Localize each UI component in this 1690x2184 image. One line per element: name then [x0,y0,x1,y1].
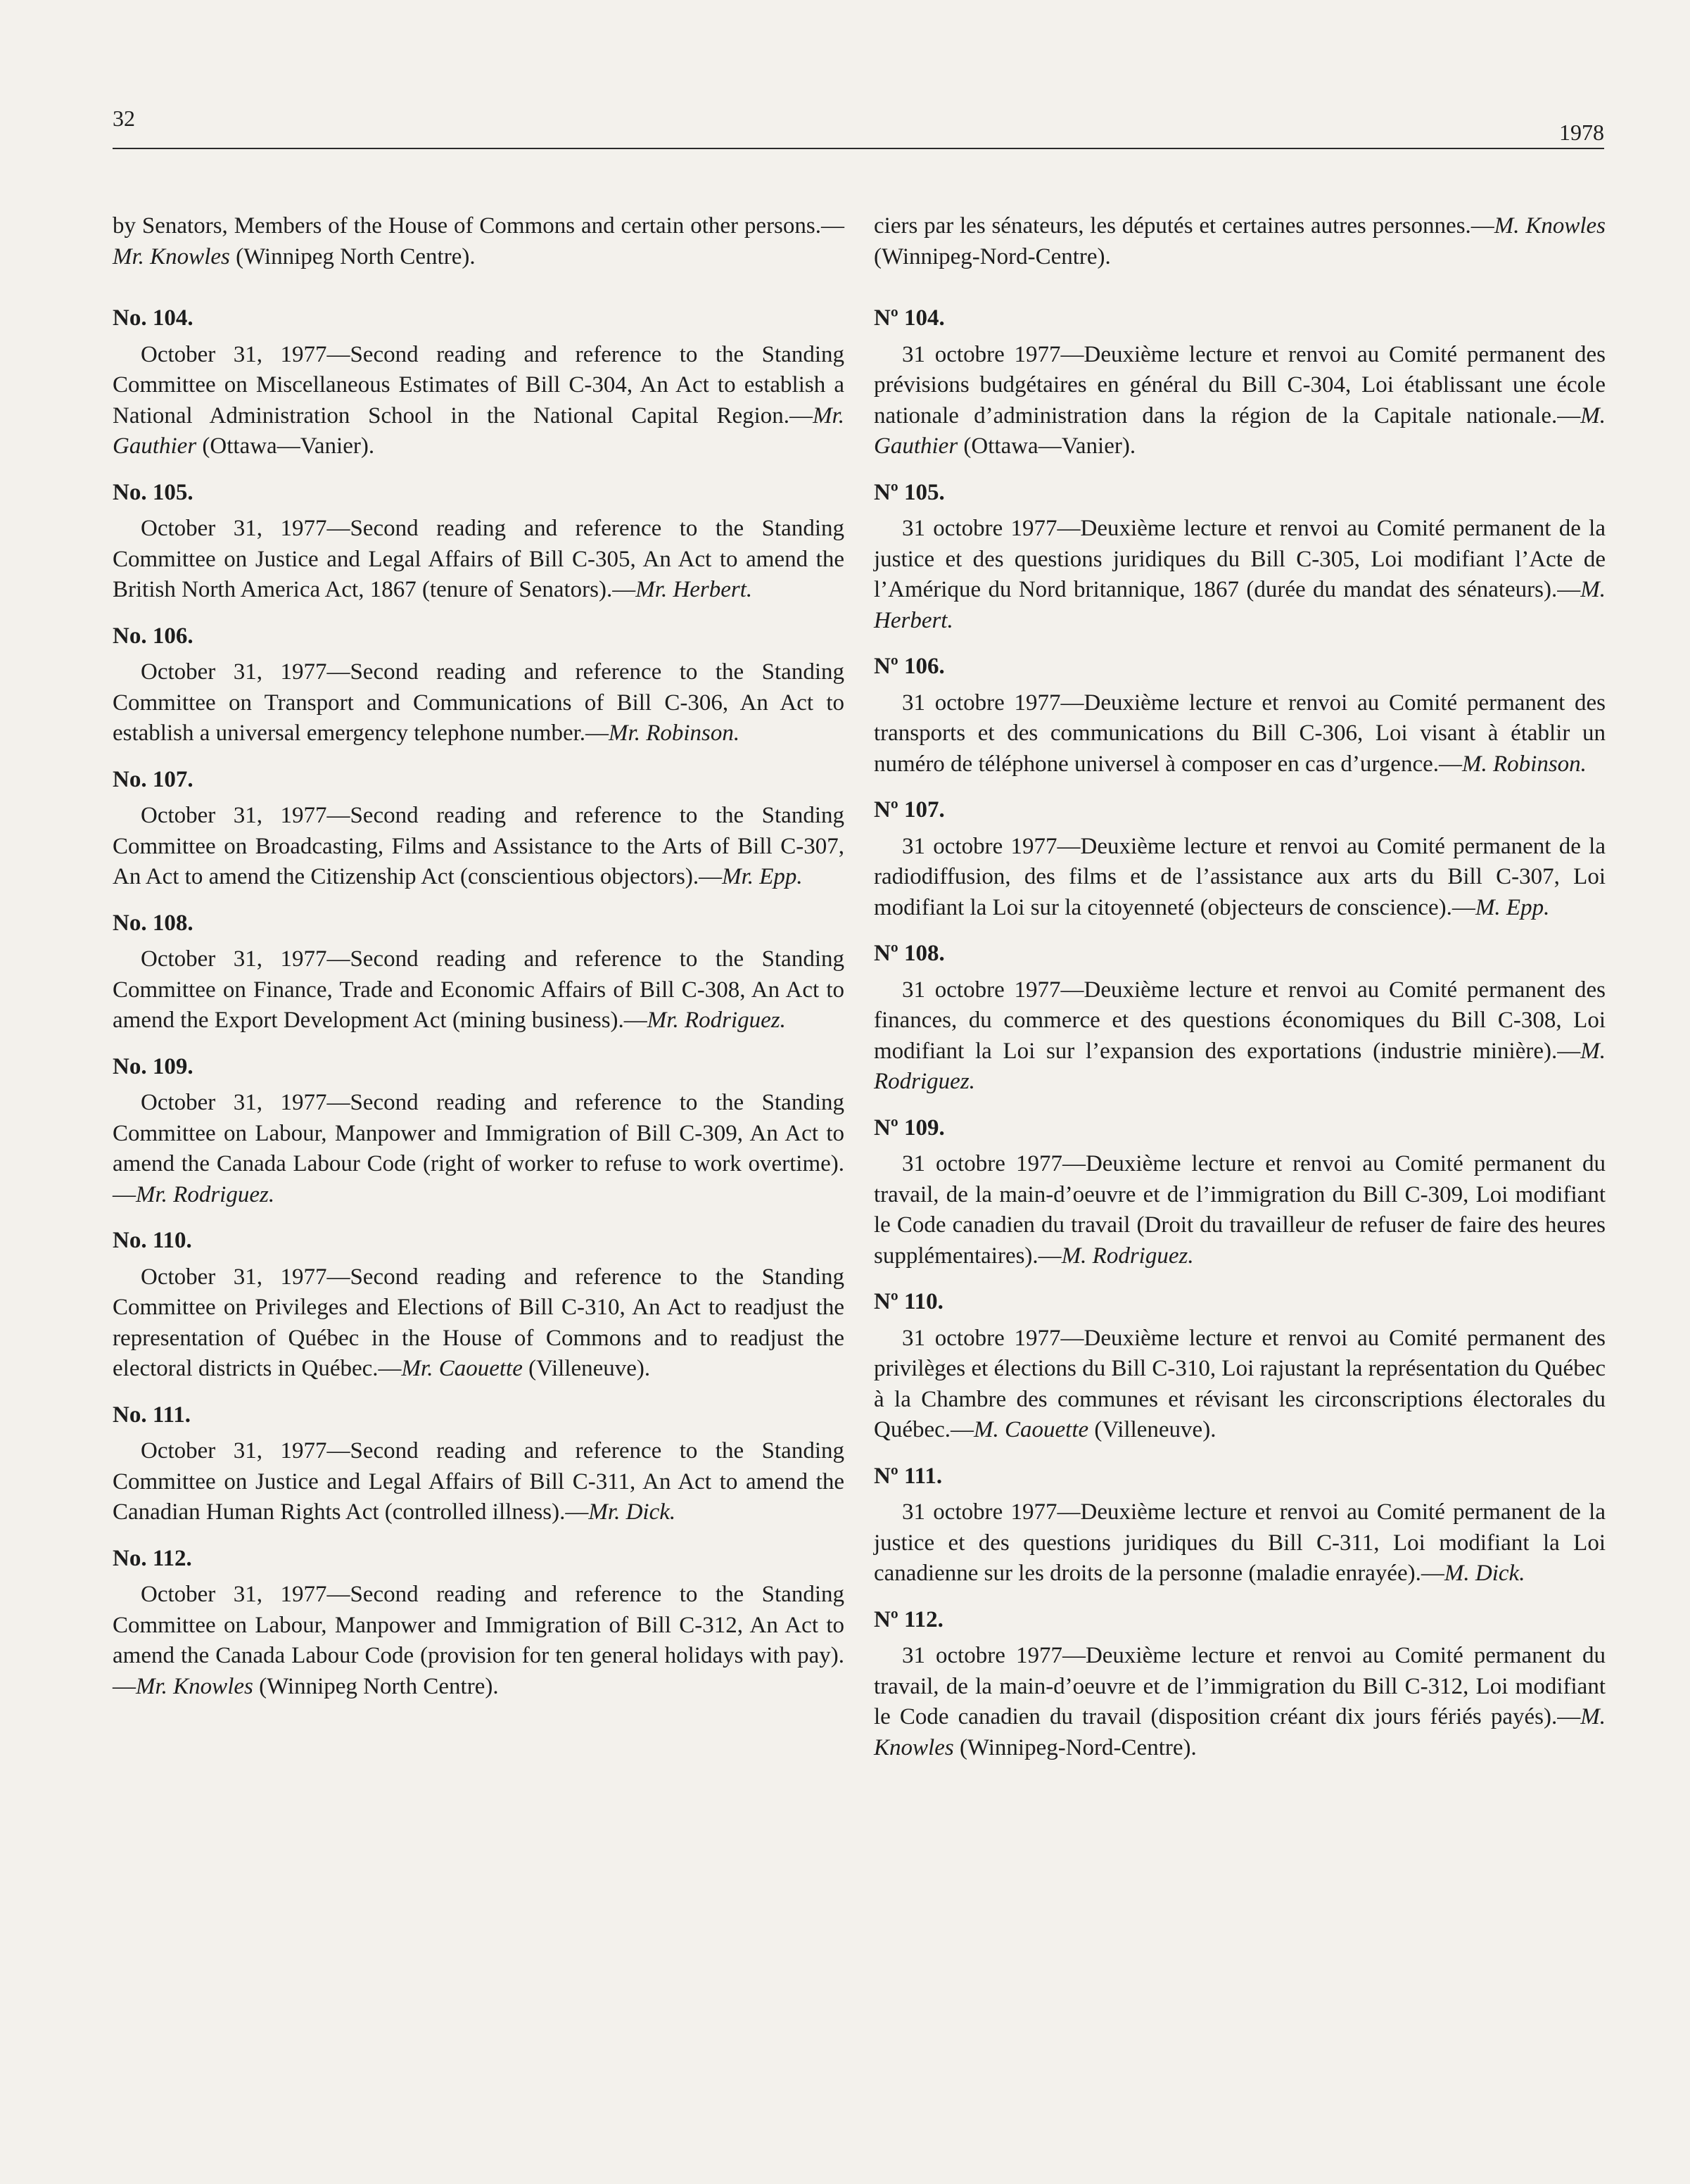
notice-sponsor: Mr. Gauthier [113,402,844,459]
notice-number: No. 111. [113,1402,191,1428]
notice-body: October 31, 1977—Second reading and reference to the Standing Committee on Privileges and Elections of Bill C-310, An Act to readjust the representation of Québec in the House of Commons and to readjust the electoral districts in Québec.— [113,1264,844,1381]
notice-text [113,514,844,606]
notice-text [113,944,844,1036]
notice-number: Nº 105. [874,479,945,505]
notice-riding: (Winnipeg North Centre). [253,1673,499,1699]
notice-body: 31 octobre 1977—Deuxième lecture et renvoi au Comité permanent de la justice et des questions juridiques du Bill C-311, Loi modifiant la Loi canadienne sur les droits de la personne (maladie enrayée).— [874,1499,1606,1586]
notice-number: No. 110. [113,1228,192,1253]
continuation-riding: (Winnipeg-Nord-Centre). [874,243,1111,269]
notice-text [113,1088,844,1210]
notice-body: October 31, 1977—Second reading and reference to the Standing Committee on Miscellaneous Estimates of Bill C-304, An Act to establish a National Administration School in the National Capital Region.— [113,341,844,428]
notice-riding: (Winnipeg-Nord-Centre). [953,1734,1197,1760]
notice-111-en [113,1400,844,1528]
notice-sponsor: M. Herbert. [874,577,1606,633]
french-column [874,211,1606,1779]
notice-text [113,1580,844,1702]
notice-number: Nº 111. [874,1463,943,1489]
notice-number: Nº 112. [874,1606,944,1632]
notice-text [113,1436,844,1528]
notice-number: Nº 109. [874,1115,945,1141]
notice-text [113,340,844,462]
page-year: 1978 [1559,120,1604,145]
notice-text [874,832,1606,924]
notice-body: October 31, 1977—Second reading and reference to the Standing Committee on Transport and Communications of Bill C-306, An Act to establish a universal emergency telephone number.— [113,659,844,746]
notice-106-en [113,621,844,749]
notice-body: 31 octobre 1977—Deuxième lecture et renvoi au Comité permanent des prévisions budgétaires en général du Bill C-304, Loi établissant une école nationale d’administration dans la région de la Capitale nationale.— [874,341,1606,428]
notice-text [874,975,1606,1098]
notice-riding: (Ottawa—Vanier). [196,433,375,459]
notice-number: No. 105. [113,479,193,505]
notice-text [874,1641,1606,1763]
notice-number: No. 112. [113,1545,192,1571]
notice-number: No. 104. [113,305,193,331]
notice-body: 31 octobre 1977—Deuxième lecture et renvoi au Comité permanent du travail, de la main-d’oeuvre et de l’immigration du Bill C-312, Loi modifiant le Code canadien du travail (disposition créant dix jours fériés payés).— [874,1643,1606,1729]
notice-body: October 31, 1977—Second reading and reference to the Standing Committee on Justice and Legal Affairs of Bill C-311, An Act to amend the Canadian Human Rights Act (controlled illness).— [113,1438,844,1525]
notice-body: 31 octobre 1977—Deuxième lecture et renvoi au Comité permanent des privilèges et élections du Bill C-310, Loi rajustant la représentation du Québec à la Chambre des communes et révisant les circonscriptions électorales du Québec.— [874,1325,1606,1442]
notice-sponsor: Mr. Knowles [136,1673,253,1699]
notice-107-fr [874,795,1606,923]
notice-sponsor: M. Knowles [874,1704,1606,1760]
continuation-paragraph [874,211,1606,272]
notice-text [874,514,1606,636]
notice-text [113,801,844,893]
notice-105-en [113,478,844,606]
notice-sponsor: M. Robinson. [1462,751,1587,777]
notice-111-fr [874,1461,1606,1589]
notice-number: No. 106. [113,623,193,649]
notice-body: 31 octobre 1977—Deuxième lecture et renvoi au Comité permanent de la radiodiffusion, des films et de l’assistance aux arts du Bill C-307, Loi modifiant la Loi sur la citoyenneté (objecteurs de conscience).— [874,833,1606,920]
english-column [113,211,844,1718]
notice-text [874,340,1606,462]
notice-text [113,1262,844,1385]
notice-108-fr [874,939,1606,1098]
notice-text [874,1497,1606,1589]
page-header [113,106,1604,149]
notice-text [874,688,1606,780]
notice-body: October 31, 1977—Second reading and reference to the Standing Committee on Labour, Manpower and Immigration of Bill C-312, An Act to amend the Canada Labour Code (provision for ten general holidays with pay).— [113,1582,844,1699]
notice-104-fr [874,303,1606,462]
notice-sponsor: Mr. Dick. [588,1499,676,1525]
continuation-text: by Senators, Members of the House of Commons and certain other persons.— [113,213,844,239]
continuation-paragraph [113,211,844,272]
notice-sponsor: Mr. Herbert. [635,577,753,602]
notice-sponsor: M. Epp. [1475,894,1550,920]
notice-body: 31 octobre 1977—Deuxième lecture et renvoi au Comité permanent de la justice et des questions juridiques du Bill C-305, Loi modifiant l’Acte de l’Amérique du Nord britannique, 1867 (durée du mandat des sénateurs).— [874,516,1606,602]
notice-body: October 31, 1977—Second reading and reference to the Standing Committee on Finance, Trade and Economic Affairs of Bill C-308, An Act to amend the Export Development Act (mining business).— [113,946,844,1033]
notice-sponsor: Mr. Rodriguez. [136,1181,275,1207]
notice-112-en [113,1544,844,1703]
notice-number: Nº 106. [874,654,945,679]
notice-number: No. 109. [113,1053,193,1079]
notice-107-en [113,765,844,893]
notice-body: October 31, 1977—Second reading and reference to the Standing Committee on Justice and Legal Affairs of Bill C-305, An Act to amend the British North America Act, 1867 (tenure of Senators).— [113,516,844,602]
page-number: 32 [113,106,135,131]
notice-body: October 31, 1977—Second reading and reference to the Standing Committee on Broadcasting, Films and Assistance to the Arts of Bill C-307, An Act to amend the Citizenship Act (conscientious objectors).— [113,803,844,889]
notice-body: 31 octobre 1977—Deuxième lecture et renvoi au Comité permanent des finances, du commerce et des questions économiques du Bill C-308, Loi modifiant la Loi sur l’expansion des exportations (industrie minière).— [874,977,1606,1064]
notice-number: Nº 107. [874,797,945,823]
notice-sponsor: M. Gauthier [874,402,1606,459]
notice-sponsor: Mr. Robinson. [609,720,740,746]
notice-106-fr [874,652,1606,780]
notice-number: No. 108. [113,910,193,936]
notice-sponsor: Mr. Caouette [401,1356,523,1381]
notice-108-en [113,908,844,1036]
notice-105-fr [874,478,1606,637]
notice-sponsor: Mr. Rodriguez. [647,1008,786,1033]
notice-riding: (Villeneuve). [1088,1417,1216,1442]
notice-riding: (Villeneuve). [522,1356,651,1381]
notice-number: Nº 104. [874,305,945,331]
notice-number: Nº 108. [874,941,945,966]
notice-text [874,1323,1606,1446]
notice-sponsor: M. Rodriguez. [874,1038,1606,1094]
notice-sponsor: M. Caouette [974,1417,1089,1442]
notice-number: No. 107. [113,766,193,792]
notice-sponsor: M. Dick. [1444,1561,1525,1586]
notice-112-fr [874,1605,1606,1764]
continuation-text: ciers par les sénateurs, les députés et certaines autres personnes.— [874,213,1494,239]
continuation-riding: (Winnipeg North Centre). [229,243,476,269]
notice-number: Nº 110. [874,1289,944,1314]
continuation-sponsor: Mr. Knowles [113,243,230,269]
notice-text [113,657,844,749]
notice-sponsor: M. Rodriguez. [1061,1243,1194,1269]
notice-text [874,1149,1606,1271]
notice-109-en [113,1052,844,1211]
notice-body: 31 octobre 1977—Deuxième lecture et renvoi au Comité permanent des transports et des communications du Bill C-306, Loi visant à établir un numéro de téléphone universel à composer en cas d’urgence.— [874,690,1606,777]
notice-riding: (Ottawa—Vanier). [958,433,1136,459]
notice-110-en [113,1226,844,1385]
notice-110-fr [874,1287,1606,1446]
notice-body: 31 octobre 1977—Deuxième lecture et renvoi au Comité permanent du travail, de la main-d’oeuvre et de l’immigration du Bill C-309, Loi modifiant le Code canadien du travail (Droit du travailleur de refuser de faire des heures supplémentaires).— [874,1151,1606,1269]
notice-109-fr [874,1113,1606,1272]
notice-body: October 31, 1977—Second reading and reference to the Standing Committee on Labour, Manpower and Immigration of Bill C-309, An Act to amend the Canada Labour Code (right of worker to refuse to work overtime).— [113,1090,844,1207]
notice-104-en [113,303,844,462]
notice-sponsor: Mr. Epp. [722,864,803,889]
continuation-sponsor: M. Knowles [1494,213,1606,239]
